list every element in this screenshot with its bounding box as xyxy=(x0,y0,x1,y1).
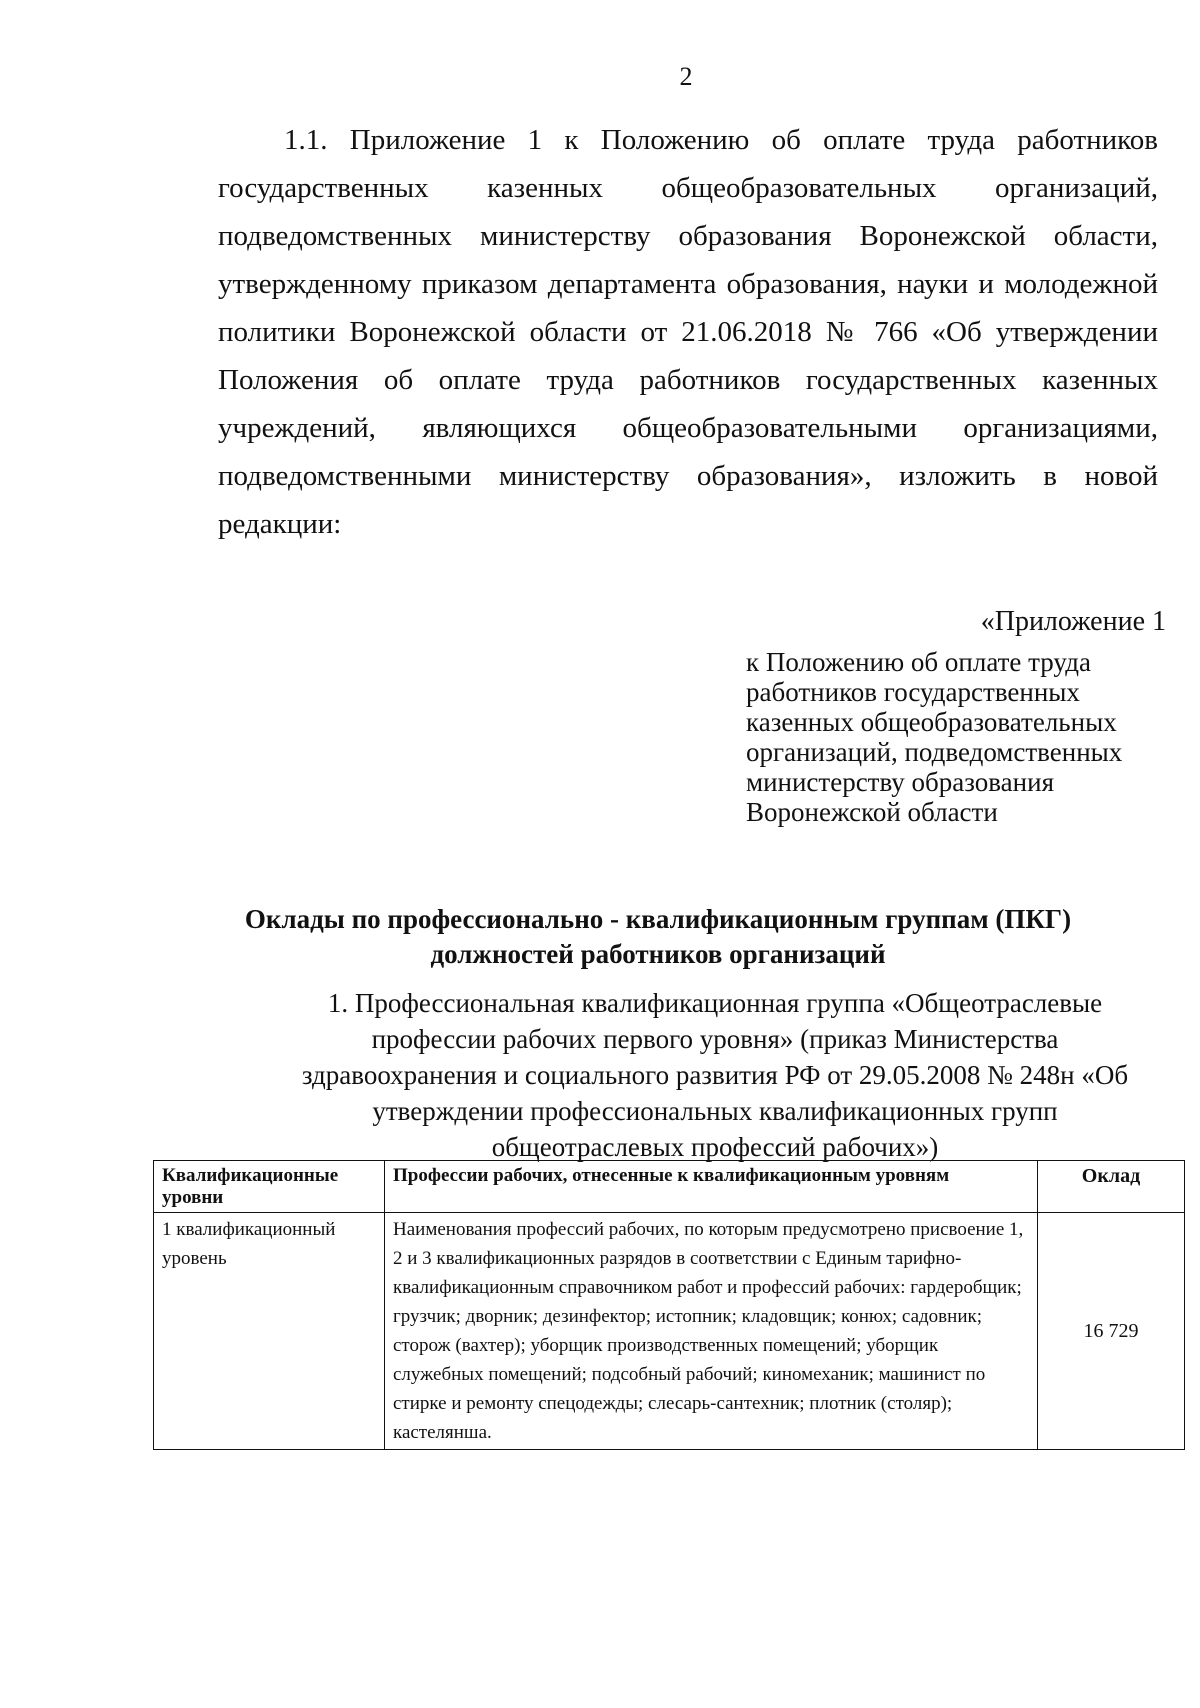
header-salary: Оклад xyxy=(1038,1161,1185,1213)
salary-table xyxy=(153,1160,1185,1450)
group-heading: 1. Профессиональная квалификационная группа «Общеотраслевые профессии рабочих первого уровня» (приказ Министерства здравоохранения и социального развития РФ от 29.05.2008 № 248н «Об утверждении профессиональных квалификационных групп общеотраслевых профессий рабочих») xyxy=(301,988,1129,1162)
heading-line: должностей работников организаций xyxy=(430,939,886,969)
table-header-row xyxy=(154,1161,1185,1213)
cell-salary: 16 729 xyxy=(1038,1213,1185,1450)
cell-level: 1 квалификационный уровень xyxy=(154,1213,385,1450)
appendix-block xyxy=(746,607,1166,827)
appendix-line: казенных общеобразовательных xyxy=(746,707,1117,737)
appendix-title: «Приложение 1 xyxy=(980,606,1166,637)
appendix-line: министерству образования xyxy=(746,767,1054,797)
appendix-line: работников государственных xyxy=(746,677,1080,707)
appendix-line: к Положению об оплате труда xyxy=(746,647,1091,677)
page-number: 2 xyxy=(679,62,693,91)
table-row xyxy=(154,1213,1185,1450)
cell-professions: Наименования профессий рабочих, по которым предусмотрено присвоение 1, 2 и 3 квалификационных разрядов в соответствии с Единым тарифно-квалификационным справочником работ и профессий рабочих: гардеробщик; грузчик; дворник; дезинфектор; истопник; кладовщик; конюх; садовник; сторож (вахтер); уборщик производственных помещений; уборщик служебных помещений; подсобный рабочий; киномеханик; машинист по стирке и ремонту спецодежды; слесарь-сантехник; плотник (столяр); кастелянша. xyxy=(385,1213,1038,1450)
document-heading xyxy=(0,902,1200,972)
header-level: Квалификационные уровни xyxy=(154,1161,385,1213)
appendix-line: Воронежской области xyxy=(746,797,998,827)
intro-paragraph: 1.1. Приложение 1 к Положению об оплате труда работников государственных казенных общеобразовательных организаций, подведомственных министерству образования Воронежской области, утвержденному приказом департамента образования, науки и молодежной политики Воронежской области от 21.06.2018 № 766 «Об утверждении Положения об оплате труда работников государственных казенных учреждений, являющихся общеобразовательными организациями, подведомственными министерству образования», изложить в новой редакции: xyxy=(218,124,1158,540)
heading-line: Оклады по профессионально - квалификационным группам (ПКГ) xyxy=(244,904,1072,934)
header-professions: Профессии рабочих, отнесенные к квалификационным уровням xyxy=(385,1161,1038,1213)
appendix-line: организаций, подведомственных xyxy=(746,737,1123,767)
